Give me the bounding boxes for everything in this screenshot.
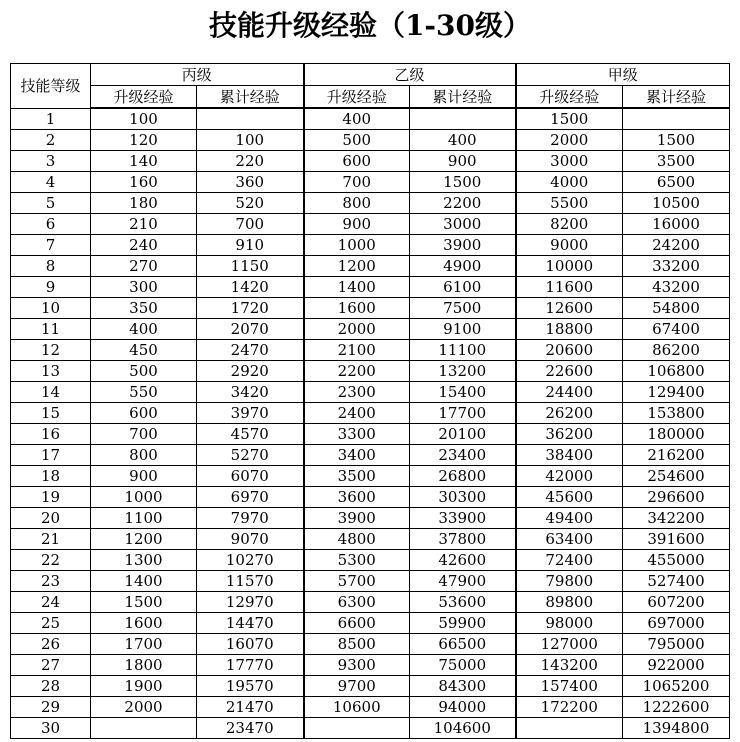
- table-row: [11, 697, 730, 718]
- upgrade-exp-cell: [304, 718, 410, 739]
- table-row: [11, 319, 730, 340]
- table-row: [11, 466, 730, 487]
- upgrade-exp-cell: 4800: [304, 529, 410, 550]
- upgrade-exp-cell: 3400: [304, 445, 410, 466]
- upgrade-exp-cell: 20600: [516, 340, 623, 361]
- upgrade-exp-cell: [91, 718, 197, 739]
- level-cell: 14: [11, 382, 91, 403]
- cumulative-exp-cell: 14470: [197, 613, 304, 634]
- cumulative-exp-cell: 66500: [410, 634, 516, 655]
- cumulative-exp-cell: 9100: [410, 319, 516, 340]
- level-cell: 27: [11, 655, 91, 676]
- table-row: [11, 108, 730, 130]
- level-cell: 2: [11, 130, 91, 151]
- level-cell: 11: [11, 319, 91, 340]
- upgrade-exp-cell: 700: [304, 172, 410, 193]
- cumulative-exp-cell: 5270: [197, 445, 304, 466]
- upgrade-exp-cell: 600: [91, 403, 197, 424]
- cumulative-exp-cell: 10270: [197, 550, 304, 571]
- level-cell: 17: [11, 445, 91, 466]
- table-row: [11, 424, 730, 445]
- cumulative-exp-cell: 94000: [410, 697, 516, 718]
- cumulative-exp-cell: 1150: [197, 256, 304, 277]
- upgrade-exp-cell: 3000: [516, 151, 623, 172]
- upgrade-exp-cell: 400: [91, 319, 197, 340]
- upgrade-exp-cell: 2300: [304, 382, 410, 403]
- upgrade-exp-cell: 45600: [516, 487, 623, 508]
- upgrade-exp-cell: 12600: [516, 298, 623, 319]
- level-cell: 3: [11, 151, 91, 172]
- level-cell: 18: [11, 466, 91, 487]
- cumulative-exp-cell: 17770: [197, 655, 304, 676]
- cumulative-exp-cell: [197, 108, 304, 130]
- upgrade-exp-cell: 79800: [516, 571, 623, 592]
- table-row: [11, 634, 730, 655]
- cumulative-exp-cell: 6070: [197, 466, 304, 487]
- upgrade-exp-cell: 172200: [516, 697, 623, 718]
- upgrade-exp-cell: 1600: [304, 298, 410, 319]
- cumulative-exp-cell: 2200: [410, 193, 516, 214]
- cumulative-exp-cell: 42600: [410, 550, 516, 571]
- table-row: [11, 445, 730, 466]
- subheader-upgrade-exp: 升级经验: [91, 86, 197, 109]
- upgrade-exp-cell: 550: [91, 382, 197, 403]
- subheader-cumulative-exp: 累计经验: [410, 86, 516, 109]
- cumulative-exp-cell: 16070: [197, 634, 304, 655]
- upgrade-exp-cell: 4000: [516, 172, 623, 193]
- table-row: [11, 151, 730, 172]
- upgrade-exp-cell: 1500: [516, 108, 623, 130]
- cumulative-exp-cell: 59900: [410, 613, 516, 634]
- upgrade-exp-cell: 18800: [516, 319, 623, 340]
- table-row: [11, 487, 730, 508]
- level-cell: 23: [11, 571, 91, 592]
- table-row: [11, 655, 730, 676]
- cumulative-exp-cell: 129400: [623, 382, 730, 403]
- cumulative-exp-cell: 75000: [410, 655, 516, 676]
- upgrade-exp-cell: 800: [304, 193, 410, 214]
- upgrade-exp-cell: 600: [304, 151, 410, 172]
- table-row: [11, 193, 730, 214]
- upgrade-exp-cell: 98000: [516, 613, 623, 634]
- table-row: [11, 172, 730, 193]
- upgrade-exp-cell: 11600: [516, 277, 623, 298]
- upgrade-exp-cell: 3900: [304, 508, 410, 529]
- table-row: [11, 340, 730, 361]
- cumulative-exp-cell: 922000: [623, 655, 730, 676]
- upgrade-exp-cell: 42000: [516, 466, 623, 487]
- upgrade-exp-cell: 24400: [516, 382, 623, 403]
- cumulative-exp-cell: 391600: [623, 529, 730, 550]
- cumulative-exp-cell: 296600: [623, 487, 730, 508]
- cumulative-exp-cell: 216200: [623, 445, 730, 466]
- upgrade-exp-cell: 49400: [516, 508, 623, 529]
- upgrade-exp-cell: 1900: [91, 676, 197, 697]
- cumulative-exp-cell: 4900: [410, 256, 516, 277]
- table-row: [11, 298, 730, 319]
- upgrade-exp-cell: 2000: [91, 697, 197, 718]
- group-header-yi: 乙级: [304, 64, 516, 86]
- cumulative-exp-cell: 21470: [197, 697, 304, 718]
- level-cell: 15: [11, 403, 91, 424]
- upgrade-exp-cell: 5300: [304, 550, 410, 571]
- cumulative-exp-cell: 26800: [410, 466, 516, 487]
- cumulative-exp-cell: 910: [197, 235, 304, 256]
- cumulative-exp-cell: 20100: [410, 424, 516, 445]
- cumulative-exp-cell: 100: [197, 130, 304, 151]
- cumulative-exp-cell: 360: [197, 172, 304, 193]
- table-row: [11, 508, 730, 529]
- upgrade-exp-cell: 6600: [304, 613, 410, 634]
- level-cell: 21: [11, 529, 91, 550]
- table-row: [11, 550, 730, 571]
- cumulative-exp-cell: 3500: [623, 151, 730, 172]
- table-row: [11, 571, 730, 592]
- table-row: [11, 256, 730, 277]
- cumulative-exp-cell: 795000: [623, 634, 730, 655]
- level-cell: 6: [11, 214, 91, 235]
- table-row: [11, 718, 730, 739]
- upgrade-exp-cell: 180: [91, 193, 197, 214]
- cumulative-exp-cell: 3900: [410, 235, 516, 256]
- upgrade-exp-cell: 500: [304, 130, 410, 151]
- cumulative-exp-cell: 3420: [197, 382, 304, 403]
- upgrade-exp-cell: 8500: [304, 634, 410, 655]
- table-row: [11, 592, 730, 613]
- cumulative-exp-cell: 67400: [623, 319, 730, 340]
- cumulative-exp-cell: 400: [410, 130, 516, 151]
- level-cell: 5: [11, 193, 91, 214]
- level-cell: 9: [11, 277, 91, 298]
- cumulative-exp-cell: 6500: [623, 172, 730, 193]
- upgrade-exp-cell: 1400: [304, 277, 410, 298]
- level-cell: 19: [11, 487, 91, 508]
- cumulative-exp-cell: 220: [197, 151, 304, 172]
- subheader-upgrade-exp: 升级经验: [304, 86, 410, 109]
- table-row: [11, 277, 730, 298]
- level-cell: 1: [11, 108, 91, 130]
- upgrade-exp-cell: 450: [91, 340, 197, 361]
- cumulative-exp-cell: 84300: [410, 676, 516, 697]
- upgrade-exp-cell: 900: [304, 214, 410, 235]
- cumulative-exp-cell: 342200: [623, 508, 730, 529]
- cumulative-exp-cell: 37800: [410, 529, 516, 550]
- upgrade-exp-cell: 1200: [304, 256, 410, 277]
- table-row: [11, 613, 730, 634]
- table-row: [11, 214, 730, 235]
- level-cell: 7: [11, 235, 91, 256]
- cumulative-exp-cell: [410, 108, 516, 130]
- level-cell: 30: [11, 718, 91, 739]
- cumulative-exp-cell: 1500: [623, 130, 730, 151]
- table-row: [11, 529, 730, 550]
- cumulative-exp-cell: 17700: [410, 403, 516, 424]
- level-cell: 26: [11, 634, 91, 655]
- table-row: [11, 130, 730, 151]
- cumulative-exp-cell: 16000: [623, 214, 730, 235]
- cumulative-exp-cell: 24200: [623, 235, 730, 256]
- cumulative-exp-cell: 1420: [197, 277, 304, 298]
- cumulative-exp-cell: 13200: [410, 361, 516, 382]
- table-row: [11, 382, 730, 403]
- table-row: [11, 676, 730, 697]
- cumulative-exp-cell: 607200: [623, 592, 730, 613]
- table-body: [11, 108, 730, 739]
- cumulative-exp-cell: 180000: [623, 424, 730, 445]
- level-cell: 13: [11, 361, 91, 382]
- upgrade-exp-cell: 2000: [304, 319, 410, 340]
- upgrade-exp-cell: 700: [91, 424, 197, 445]
- upgrade-exp-cell: 100: [91, 108, 197, 130]
- upgrade-exp-cell: 127000: [516, 634, 623, 655]
- cumulative-exp-cell: 33900: [410, 508, 516, 529]
- cumulative-exp-cell: 33200: [623, 256, 730, 277]
- table-row: [11, 235, 730, 256]
- upgrade-exp-cell: 1500: [91, 592, 197, 613]
- upgrade-exp-cell: 120: [91, 130, 197, 151]
- upgrade-exp-cell: 3600: [304, 487, 410, 508]
- cumulative-exp-cell: 6970: [197, 487, 304, 508]
- cumulative-exp-cell: 1222600: [623, 697, 730, 718]
- cumulative-exp-cell: 3000: [410, 214, 516, 235]
- upgrade-exp-cell: 350: [91, 298, 197, 319]
- upgrade-exp-cell: 5500: [516, 193, 623, 214]
- cumulative-exp-cell: 1394800: [623, 718, 730, 739]
- level-cell: 29: [11, 697, 91, 718]
- upgrade-exp-cell: 900: [91, 466, 197, 487]
- subheader-cumulative-exp: 累计经验: [197, 86, 304, 109]
- level-cell: 24: [11, 592, 91, 613]
- upgrade-exp-cell: 22600: [516, 361, 623, 382]
- cumulative-exp-cell: 12970: [197, 592, 304, 613]
- cumulative-exp-cell: 1720: [197, 298, 304, 319]
- upgrade-exp-cell: 10000: [516, 256, 623, 277]
- cumulative-exp-cell: 455000: [623, 550, 730, 571]
- cumulative-exp-cell: 10500: [623, 193, 730, 214]
- upgrade-exp-cell: 300: [91, 277, 197, 298]
- table-row: [11, 403, 730, 424]
- upgrade-exp-cell: 1700: [91, 634, 197, 655]
- cumulative-exp-cell: 1065200: [623, 676, 730, 697]
- level-column-header: 技能等级: [11, 64, 91, 109]
- cumulative-exp-cell: 104600: [410, 718, 516, 739]
- cumulative-exp-cell: 7970: [197, 508, 304, 529]
- level-cell: 12: [11, 340, 91, 361]
- cumulative-exp-cell: 15400: [410, 382, 516, 403]
- cumulative-exp-cell: 3970: [197, 403, 304, 424]
- upgrade-exp-cell: 400: [304, 108, 410, 130]
- cumulative-exp-cell: 23470: [197, 718, 304, 739]
- upgrade-exp-cell: 89800: [516, 592, 623, 613]
- cumulative-exp-cell: 520: [197, 193, 304, 214]
- cumulative-exp-cell: 11570: [197, 571, 304, 592]
- cumulative-exp-cell: 7500: [410, 298, 516, 319]
- upgrade-exp-cell: 2100: [304, 340, 410, 361]
- cumulative-exp-cell: 527400: [623, 571, 730, 592]
- upgrade-exp-cell: [516, 718, 623, 739]
- cumulative-exp-cell: 2470: [197, 340, 304, 361]
- upgrade-exp-cell: 157400: [516, 676, 623, 697]
- upgrade-exp-cell: 210: [91, 214, 197, 235]
- upgrade-exp-cell: 63400: [516, 529, 623, 550]
- upgrade-exp-cell: 500: [91, 361, 197, 382]
- skill-experience-table: [10, 63, 730, 739]
- upgrade-exp-cell: 2200: [304, 361, 410, 382]
- upgrade-exp-cell: 38400: [516, 445, 623, 466]
- upgrade-exp-cell: 1800: [91, 655, 197, 676]
- level-cell: 8: [11, 256, 91, 277]
- cumulative-exp-cell: 53600: [410, 592, 516, 613]
- upgrade-exp-cell: 1300: [91, 550, 197, 571]
- level-cell: 4: [11, 172, 91, 193]
- upgrade-exp-cell: 5700: [304, 571, 410, 592]
- upgrade-exp-cell: 36200: [516, 424, 623, 445]
- upgrade-exp-cell: 800: [91, 445, 197, 466]
- cumulative-exp-cell: 43200: [623, 277, 730, 298]
- level-cell: 25: [11, 613, 91, 634]
- cumulative-exp-cell: 153800: [623, 403, 730, 424]
- cumulative-exp-cell: 700: [197, 214, 304, 235]
- upgrade-exp-cell: 2000: [516, 130, 623, 151]
- upgrade-exp-cell: 9700: [304, 676, 410, 697]
- upgrade-exp-cell: 9000: [516, 235, 623, 256]
- group-header-jia: 甲级: [516, 64, 730, 86]
- upgrade-exp-cell: 3500: [304, 466, 410, 487]
- upgrade-exp-cell: 140: [91, 151, 197, 172]
- cumulative-exp-cell: 9070: [197, 529, 304, 550]
- upgrade-exp-cell: 3300: [304, 424, 410, 445]
- cumulative-exp-cell: 19570: [197, 676, 304, 697]
- upgrade-exp-cell: 6300: [304, 592, 410, 613]
- table-row: [11, 361, 730, 382]
- cumulative-exp-cell: 47900: [410, 571, 516, 592]
- cumulative-exp-cell: 54800: [623, 298, 730, 319]
- upgrade-exp-cell: 1400: [91, 571, 197, 592]
- level-cell: 10: [11, 298, 91, 319]
- cumulative-exp-cell: [623, 108, 730, 130]
- cumulative-exp-cell: 106800: [623, 361, 730, 382]
- cumulative-exp-cell: 1500: [410, 172, 516, 193]
- cumulative-exp-cell: 900: [410, 151, 516, 172]
- cumulative-exp-cell: 697000: [623, 613, 730, 634]
- page-title: 技能升级经验（1-30级）: [208, 9, 532, 42]
- upgrade-exp-cell: 1000: [91, 487, 197, 508]
- cumulative-exp-cell: 2070: [197, 319, 304, 340]
- level-cell: 28: [11, 676, 91, 697]
- upgrade-exp-cell: 8200: [516, 214, 623, 235]
- level-cell: 20: [11, 508, 91, 529]
- cumulative-exp-cell: 6100: [410, 277, 516, 298]
- upgrade-exp-cell: 10600: [304, 697, 410, 718]
- upgrade-exp-cell: 143200: [516, 655, 623, 676]
- upgrade-exp-cell: 270: [91, 256, 197, 277]
- upgrade-exp-cell: 160: [91, 172, 197, 193]
- upgrade-exp-cell: 1000: [304, 235, 410, 256]
- upgrade-exp-cell: 9300: [304, 655, 410, 676]
- upgrade-exp-cell: 72400: [516, 550, 623, 571]
- cumulative-exp-cell: 254600: [623, 466, 730, 487]
- upgrade-exp-cell: 2400: [304, 403, 410, 424]
- cumulative-exp-cell: 4570: [197, 424, 304, 445]
- upgrade-exp-cell: 26200: [516, 403, 623, 424]
- upgrade-exp-cell: 1600: [91, 613, 197, 634]
- upgrade-exp-cell: 1200: [91, 529, 197, 550]
- level-cell: 16: [11, 424, 91, 445]
- level-cell: 22: [11, 550, 91, 571]
- cumulative-exp-cell: 2920: [197, 361, 304, 382]
- upgrade-exp-cell: 240: [91, 235, 197, 256]
- upgrade-exp-cell: 1100: [91, 508, 197, 529]
- group-header-bing: 丙级: [91, 64, 304, 86]
- subheader-cumulative-exp: 累计经验: [623, 86, 730, 109]
- cumulative-exp-cell: 11100: [410, 340, 516, 361]
- cumulative-exp-cell: 30300: [410, 487, 516, 508]
- subheader-upgrade-exp: 升级经验: [516, 86, 623, 109]
- cumulative-exp-cell: 23400: [410, 445, 516, 466]
- cumulative-exp-cell: 86200: [623, 340, 730, 361]
